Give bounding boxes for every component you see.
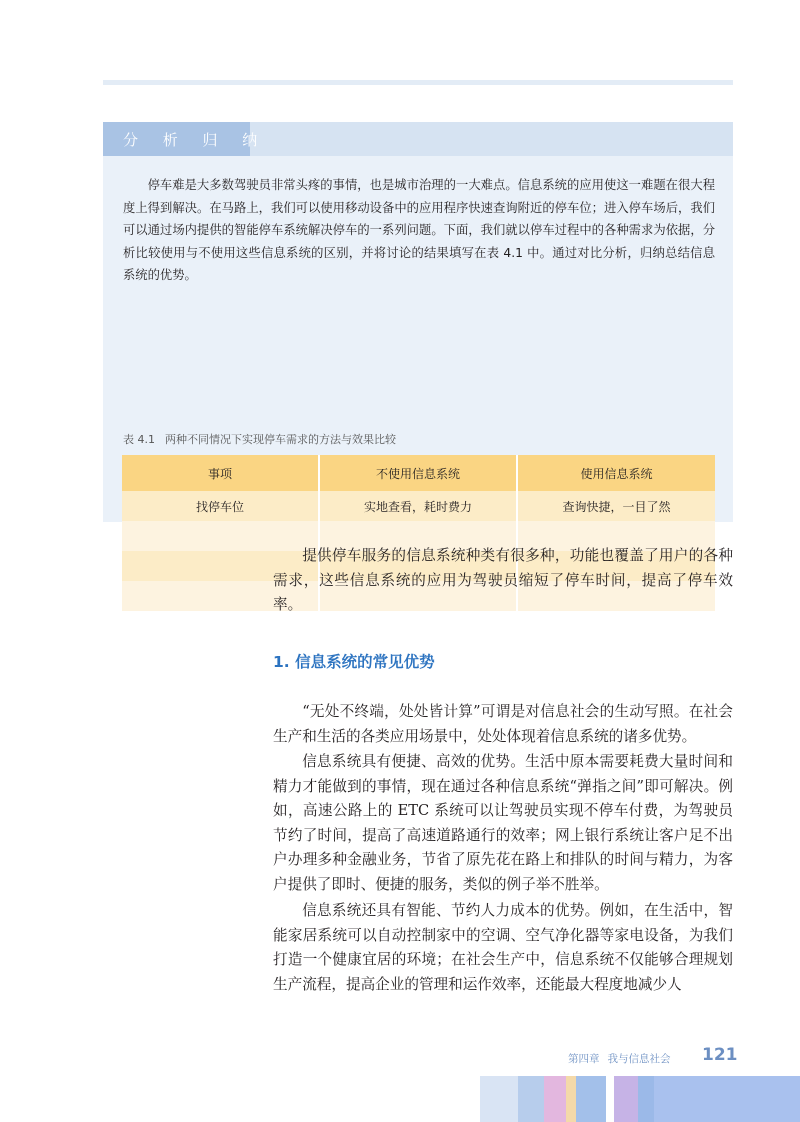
footer-chapter — [568, 1051, 671, 1066]
body-paragraph-3: 信息系统具有便捷、高效的优势。生活中原本需要耗费大量时间和精力才能做到的事情，现在通过各种信息系统“弹指之间”即可解决。例如，高速公路上的 ETC 系统可以让驾驶员实现不停车付费，为驾驶员节约了时间，提高了高速道路通行的效率；网上银行系统让客户足不出户办理多种金融业务，节省了原先花在路上和排队的时间与精力，为客户提供了即时、便捷的服务，类似的例子举不胜举。 — [273, 753, 733, 893]
section-title: 1. 信息系统的常见优势 — [273, 653, 435, 671]
table-caption-number: 表 4.1 — [123, 433, 155, 446]
analysis-box — [103, 122, 733, 522]
analysis-box-tab — [103, 122, 268, 156]
body-paragraph-1: 提供停车服务的信息系统种类有很多种，功能也覆盖了用户的各种需求，这些信息系统的应用为驾驶员缩短了停车时间，提高了停车效率。 — [273, 547, 733, 614]
analysis-box-title: 分 析 归 纳 — [123, 131, 268, 149]
decorative-color-bars — [480, 1076, 800, 1122]
table-cell: 查询快捷，一目了然 — [517, 491, 715, 521]
table-header-row — [122, 455, 715, 491]
body-paragraph-4: 信息系统还具有智能、节约人力成本的优势。例如，在生活中，智能家居系统可以自动控制家中的空调、空气净化器等家电设备，为我们打造一个健康宜居的环境；在社会生产中，信息系统不仅能够合理规划生产流程，提高企业的管理和运作效率，还能最大程度地减少人 — [273, 902, 733, 993]
table-cell: 找停车位 — [122, 491, 319, 521]
table-header-cell: 使用信息系统 — [517, 455, 715, 491]
analysis-box-paragraph: 停车难是大多数驾驶员非常头疼的事情，也是城市治理的一大难点。信息系统的应用使这一难题在很大程度上得到解决。在马路上，我们可以使用移动设备中的应用程序快速查询附近的停车位；进入停车场后，我们可以通过场内提供的智能停车系统解决停车的一系列问题。下面，我们就以停车过程中的各种需求为依据，分析比较使用与不使用这些信息系统的区别，并将讨论的结果填写在表 4.1 中。通过对比分析，归纳总结信息系统的优势。 — [123, 178, 715, 283]
table-caption-text: 两种不同情况下实现停车需求的方法与效果比较 — [165, 433, 396, 446]
top-rule — [103, 80, 733, 85]
table-caption — [123, 431, 396, 447]
footer-chapter-number: 第四章 — [568, 1053, 600, 1065]
body-paragraph-2: “无处不终端，处处皆计算”可谓是对信息社会的生动写照。在社会生产和生活的各类应用场景中，处处体现着信息系统的诸多优势。 — [273, 703, 733, 745]
footer-chapter-title: 我与信息社会 — [607, 1053, 671, 1065]
page-number: 121 — [702, 1045, 738, 1065]
table-row — [122, 491, 715, 521]
table-header-cell: 不使用信息系统 — [319, 455, 517, 491]
table-cell: 实地查看，耗时费力 — [319, 491, 517, 521]
table-header-cell: 事项 — [122, 455, 319, 491]
